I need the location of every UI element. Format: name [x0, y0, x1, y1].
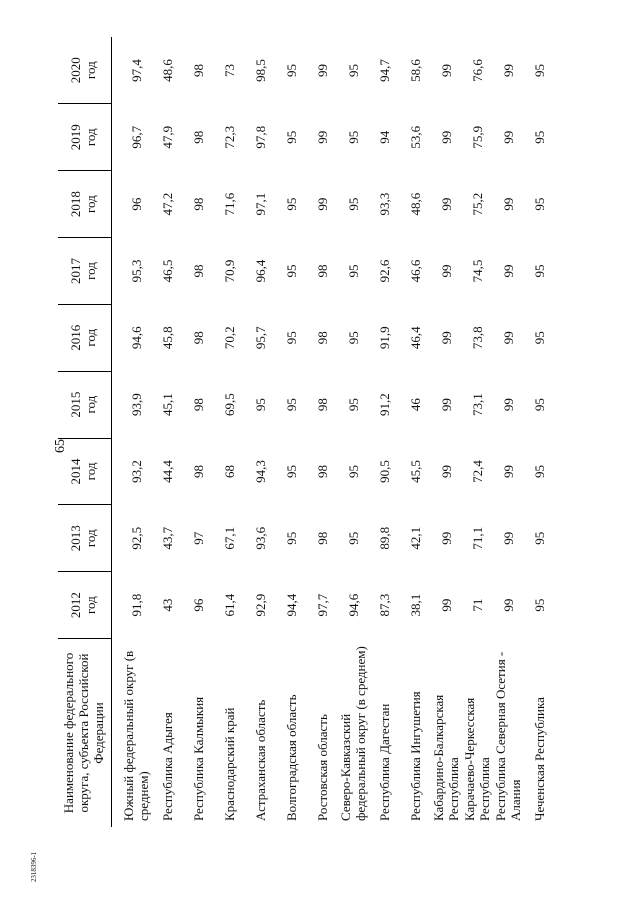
value-cell: 71,6 [221, 192, 237, 216]
header-year-unit: год [83, 395, 99, 414]
value-cell: 99 [500, 331, 516, 345]
value-cell: 98 [314, 398, 330, 412]
value-cell: 46 [407, 398, 423, 412]
value-cell: 94 [376, 130, 392, 144]
value-cell: 98 [190, 130, 206, 144]
value-cell: 46,4 [407, 326, 423, 350]
value-cell: 94,3 [252, 460, 268, 483]
value-cell: 98 [190, 464, 206, 478]
header-year [58, 572, 111, 639]
value-cell: 48,6 [159, 59, 175, 82]
value-cell: 95 [283, 331, 299, 345]
value-cell: 97,1 [252, 192, 268, 216]
value-cell: 93,6 [252, 526, 268, 550]
value-cell: 75,2 [469, 192, 485, 216]
region-name-cell: Астраханская область [252, 699, 268, 821]
header-year-value: 2015 [68, 391, 84, 418]
value-cell: 95 [531, 130, 547, 144]
value-cell: 95 [283, 197, 299, 211]
value-cell: 99 [314, 130, 330, 144]
value-cell: 48,6 [407, 192, 423, 216]
value-cell: 95 [531, 598, 547, 612]
value-cell: 91,8 [128, 593, 144, 617]
table-row [463, 37, 494, 827]
header-year-value: 2017 [68, 257, 84, 284]
data-table [58, 37, 556, 827]
value-cell: 67,1 [221, 526, 237, 550]
header-year [58, 438, 111, 505]
value-cell: 47,2 [159, 192, 175, 216]
header-year [58, 505, 111, 572]
value-cell: 96 [190, 598, 206, 612]
value-cell: 99 [500, 264, 516, 278]
header-year [58, 238, 111, 305]
region-name-cell: Карачаево-Черкесская Республика [462, 697, 493, 821]
value-cell: 95 [283, 264, 299, 278]
value-cell: 95 [283, 531, 299, 545]
value-cell: 97 [190, 531, 206, 545]
value-cell: 61,4 [221, 593, 237, 617]
value-cell: 95 [345, 63, 361, 77]
value-cell: 95 [345, 464, 361, 478]
value-cell: 99 [438, 264, 454, 278]
header-year-value: 2019 [68, 124, 84, 151]
value-cell: 95 [283, 63, 299, 77]
value-cell: 95 [252, 398, 268, 412]
table-row [494, 37, 525, 827]
value-cell: 42,1 [407, 526, 423, 550]
value-cell: 98 [314, 531, 330, 545]
table-row [401, 37, 432, 827]
value-cell: 92,5 [128, 526, 144, 550]
value-cell: 95 [345, 130, 361, 144]
value-cell: 71 [469, 598, 485, 612]
table-row [308, 37, 339, 827]
header-year-unit: год [83, 128, 99, 147]
value-cell: 95,7 [252, 326, 268, 350]
value-cell: 87,3 [376, 593, 392, 617]
value-cell: 92,9 [252, 593, 268, 617]
value-cell: 99 [438, 398, 454, 412]
value-cell: 95,3 [128, 259, 144, 283]
value-cell: 95 [531, 531, 547, 545]
header-year-unit: год [83, 596, 99, 614]
value-cell: 99 [438, 130, 454, 144]
value-cell: 99 [314, 197, 330, 211]
value-cell: 97,4 [128, 59, 144, 82]
value-cell: 70,2 [221, 326, 237, 350]
region-name-cell: Республика Адыгея [159, 712, 175, 821]
value-cell: 99 [438, 331, 454, 345]
header-year-unit: год [83, 462, 99, 481]
value-cell: 92,6 [376, 259, 392, 283]
value-cell: 95 [531, 63, 547, 77]
value-cell: 98 [190, 264, 206, 278]
header-year [58, 104, 111, 171]
header-year [58, 171, 111, 238]
value-cell: 99 [314, 63, 330, 77]
value-cell: 95 [345, 264, 361, 278]
header-year-value: 2012 [68, 592, 84, 619]
value-cell: 45,5 [407, 460, 423, 483]
value-cell: 99 [438, 197, 454, 211]
value-cell: 98 [190, 331, 206, 345]
value-cell: 69,5 [221, 393, 237, 416]
value-cell: 96 [128, 197, 144, 211]
header-year [58, 371, 111, 438]
header-year [58, 304, 111, 371]
value-cell: 99 [500, 464, 516, 478]
value-cell: 53,6 [407, 125, 423, 149]
value-cell: 98 [190, 398, 206, 412]
value-cell: 95 [531, 264, 547, 278]
value-cell: 99 [500, 63, 516, 77]
value-cell: 72,4 [469, 460, 485, 483]
value-cell: 95 [283, 130, 299, 144]
header-year-unit: год [83, 61, 99, 80]
value-cell: 73,8 [469, 326, 485, 350]
table-row [111, 37, 153, 827]
value-cell: 47,9 [159, 125, 175, 149]
table-row [370, 37, 401, 827]
value-cell: 93,3 [376, 192, 392, 216]
value-cell: 99 [438, 464, 454, 478]
value-cell: 44,4 [159, 460, 175, 483]
value-cell: 99 [438, 63, 454, 77]
region-name-cell: Республика Ингушетия [407, 691, 423, 821]
value-cell: 94,7 [376, 59, 392, 82]
value-cell: 45,1 [159, 393, 175, 416]
value-cell: 99 [438, 531, 454, 545]
value-cell: 96,4 [252, 259, 268, 283]
value-cell: 97,7 [314, 593, 330, 617]
value-cell: 46,5 [159, 259, 175, 283]
value-cell: 99 [438, 598, 454, 612]
value-cell: 70,9 [221, 259, 237, 283]
header-year-value: 2013 [68, 525, 84, 552]
table-body [111, 37, 556, 827]
value-cell: 94,6 [345, 593, 361, 617]
table-row [184, 37, 215, 827]
table-header-row [58, 37, 111, 827]
value-cell: 98 [190, 197, 206, 211]
value-cell: 98 [314, 464, 330, 478]
table-row [339, 37, 370, 827]
value-cell: 38,1 [407, 593, 423, 617]
table-row [432, 37, 463, 827]
value-cell: 75,9 [469, 125, 485, 149]
region-name-cell: Северо-Кавказский федеральный округ (в среднем) [338, 646, 369, 821]
value-cell: 93,9 [128, 393, 144, 416]
page-number: 65 [53, 439, 68, 453]
table-row [153, 37, 184, 827]
value-cell: 58,6 [407, 59, 423, 82]
value-cell: 43,7 [159, 526, 175, 550]
value-cell: 98 [190, 63, 206, 77]
value-cell: 96,7 [128, 125, 144, 149]
value-cell: 95 [283, 398, 299, 412]
region-name-cell: Ростовская область [314, 714, 330, 821]
header-year-value: 2020 [68, 57, 84, 84]
value-cell: 99 [500, 531, 516, 545]
value-cell: 45,8 [159, 326, 175, 350]
header-year [58, 37, 111, 104]
table-row [246, 37, 277, 827]
value-cell: 71,1 [469, 526, 485, 550]
table-row [277, 37, 308, 827]
value-cell: 73,1 [469, 393, 485, 416]
region-name-cell: Республика Дагестан [376, 703, 392, 821]
value-cell: 95 [345, 197, 361, 211]
value-cell: 95 [345, 531, 361, 545]
region-name-cell: Кабардино-Балкарская Республика [431, 694, 462, 821]
value-cell: 95 [531, 331, 547, 345]
value-cell: 95 [345, 398, 361, 412]
region-name-cell: Республика Калмыкия [190, 696, 206, 821]
value-cell: 95 [531, 197, 547, 211]
header-year-value: 2014 [68, 458, 84, 485]
value-cell: 76,6 [469, 59, 485, 82]
value-cell: 91,2 [376, 393, 392, 416]
header-region: Наименование федерального округа, субъекта Российской Федерации [58, 639, 111, 828]
header-year-unit: год [83, 262, 99, 280]
region-name-cell: Южный федеральный округ (в среднем) [121, 650, 152, 821]
rotated-table-container [58, 37, 578, 827]
region-name-cell: Волгоградская область [283, 694, 299, 821]
value-cell: 73 [221, 63, 237, 77]
value-cell: 90,5 [376, 460, 392, 483]
value-cell: 99 [500, 398, 516, 412]
value-cell: 98,5 [252, 59, 268, 82]
header-year-unit: год [83, 529, 99, 548]
header-year-unit: год [83, 328, 99, 347]
value-cell: 91,9 [376, 326, 392, 350]
table-row [525, 37, 556, 827]
value-cell: 98 [314, 331, 330, 345]
header-year-unit: год [83, 195, 99, 213]
value-cell: 72,3 [221, 125, 237, 149]
value-cell: 43 [159, 598, 175, 612]
table-row [215, 37, 246, 827]
value-cell: 99 [500, 598, 516, 612]
region-name-cell: Чеченская Республика [531, 697, 547, 821]
value-cell: 98 [314, 264, 330, 278]
value-cell: 94,6 [128, 326, 144, 350]
value-cell: 95 [283, 464, 299, 478]
value-cell: 94,4 [283, 593, 299, 617]
value-cell: 95 [345, 331, 361, 345]
value-cell: 95 [531, 398, 547, 412]
value-cell: 68 [221, 464, 237, 478]
region-name-cell: Краснодарский край [221, 707, 237, 821]
value-cell: 95 [531, 464, 547, 478]
value-cell: 97,8 [252, 125, 268, 149]
header-year-value: 2016 [68, 324, 84, 351]
document-code: 2318396-1 [30, 851, 38, 883]
value-cell: 99 [500, 197, 516, 211]
value-cell: 93,2 [128, 460, 144, 483]
value-cell: 46,6 [407, 259, 423, 283]
value-cell: 74,5 [469, 259, 485, 283]
header-year-value: 2018 [68, 191, 84, 218]
value-cell: 89,8 [376, 526, 392, 550]
region-name-cell: Республика Северная Осетия - Алания [493, 651, 524, 821]
value-cell: 99 [500, 130, 516, 144]
